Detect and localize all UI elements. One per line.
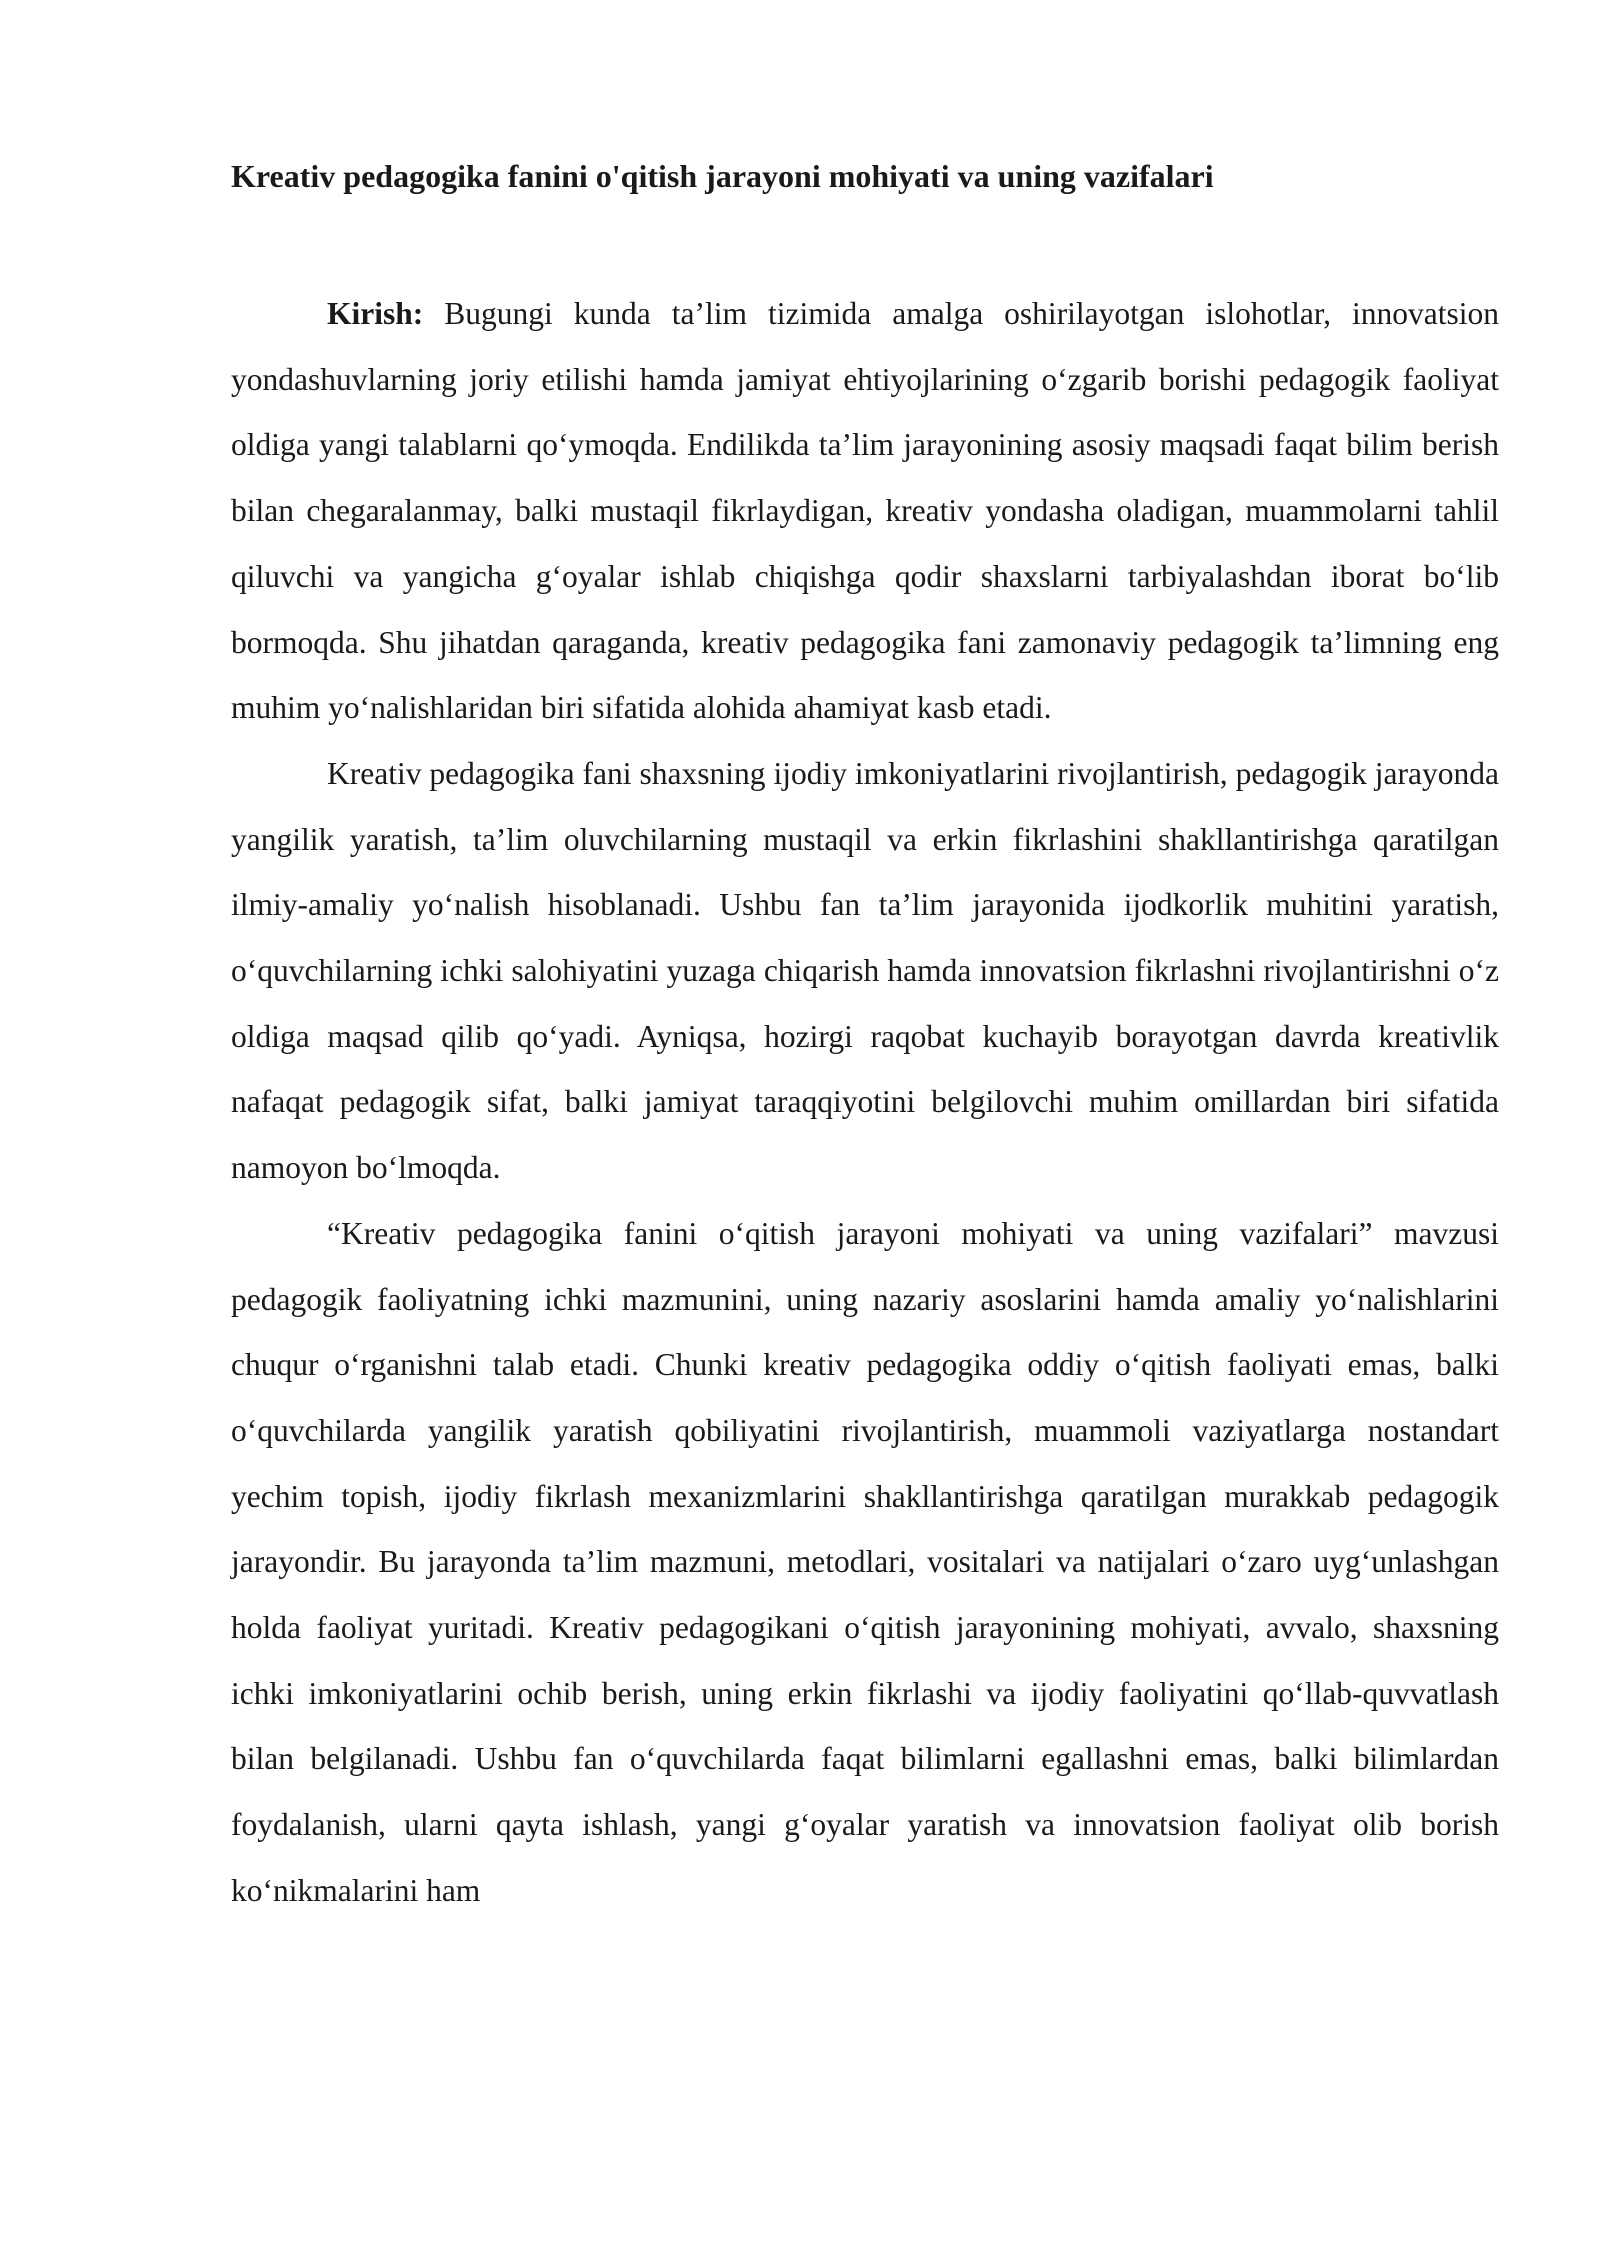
paragraph-introduction [231, 281, 1499, 741]
document-body [231, 281, 1499, 1924]
paragraph-text: Bugungi kunda ta’lim tizimida amalga oshirilayotgan islohotlar, innovatsion yondashuvlarning joriy etilishi hamda jamiyat ehtiyojlarining o‘zgarib borishi pedagogik faoliyat oldiga yangi talablarni qo‘ymoqda. Endilikda ta’lim jarayonining asosiy maqsadi faqat bilim berish bilan chegaralanmay, balki mustaqil fikrlaydigan, kreativ yondasha oladigan, muammolarni tahlil qiluvchi va yangicha g‘oyalar ishlab chiqishga qodir shaxslarni tarbiyalashdan iborat bo‘lib bormoqda. Shu jihatdan qaraganda, kreativ pedagogika fani zamonaviy pedagogik ta’limning eng muhim yo‘nalishlaridan biri sifatida alohida ahamiyat kasb etadi. [231, 296, 1499, 726]
introduction-label: Kirish: [327, 296, 424, 331]
paragraph-definition: Kreativ pedagogika fani shaxsning ijodiy imkoniyatlarini rivojlantirish, pedagogik jarayonda yangilik yaratish, ta’lim oluvchilarning mustaqil va erkin fikrlashini shakllantirishga qaratilgan ilmiy-amaliy yo‘nalish hisoblanadi. Ushbu fan ta’lim jarayonida ijodkorlik muhitini yaratish, o‘quvchilarning ichki salohiyatini yuzaga chiqarish hamda innovatsion fikrlashni rivojlantirishni o‘z oldiga maqsad qilib qo‘yadi. Ayniqsa, hozirgi raqobat kuchayib borayotgan davrda kreativlik nafaqat pedagogik sifat, balki jamiyat taraqqiyotini belgilovchi muhim omillardan biri sifatida namoyon bo‘lmoqda. [231, 755, 1499, 1186]
document-title: Kreativ pedagogika fanini o'qitish jarayoni mohiyati va uning vazifalari [231, 158, 1214, 194]
paragraph-topic: “Kreativ pedagogika fanini o‘qitish jarayoni mohiyati va uning vazifalari” mavzusi pedagogik faoliyatning ichki mazmunini, uning nazariy asoslarini hamda amaliy yo‘nalishlarini chuqur o‘rganishni talab etadi. Chunki kreativ pedagogika oddiy o‘qitish faoliyati emas, balki o‘quvchilarda yangilik yaratish qobiliyatini rivojlantirish, muammoli vaziyatlarga nostandart yechim topish, ijodiy fikrlash mexanizmlarini shakllantirishga qaratilgan murakkab pedagogik jarayondir. Bu jarayonda ta’lim mazmuni, metodlari, vositalari va natijalari o‘zaro uyg‘unlashgan holda faoliyat yuritadi. Kreativ pedagogikani o‘qitish jarayonining mohiyati, avvalo, shaxsning ichki imkoniyatlarini ochib berish, uning erkin fikrlashi va ijodiy faoliyatini qo‘llab-quvvatlash bilan belgilanadi. Ushbu fan o‘quvchilarda faqat bilimlarni egallashni emas, balki bilimlardan foydalanish, ularni qayta ishlash, yangi g‘oyalar yaratish va innovatsion faoliyat olib borish ko‘nikmalarini ham [231, 1215, 1499, 1908]
